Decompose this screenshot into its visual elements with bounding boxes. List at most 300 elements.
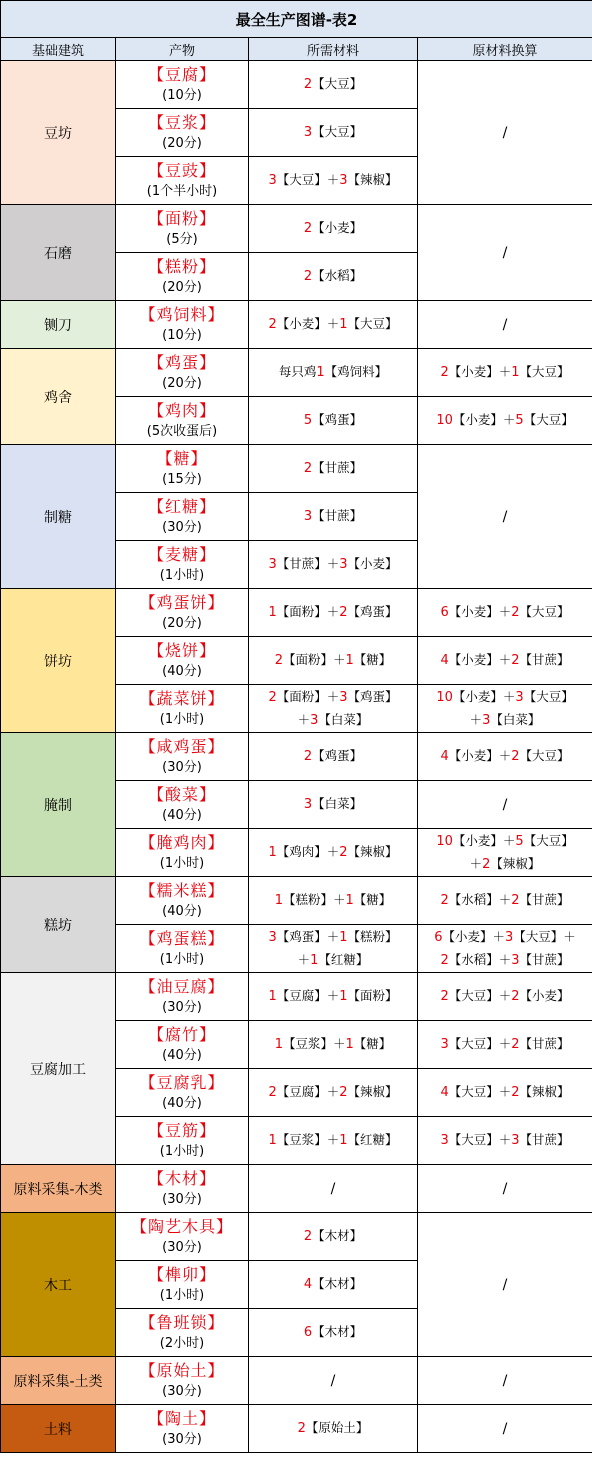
product-name: 【豆浆】 [147,112,216,132]
item-text: 【大豆】 [519,748,570,763]
materials-cell [249,877,418,925]
building-cell: 土料 [1,1405,116,1453]
building-cell: 豆腐加工 [1,973,116,1165]
item-text: 【小麦】＋ [276,316,340,331]
quantity: 3 [440,1037,449,1052]
item-text: 【鸡蛋】 [347,604,398,619]
product-cell [116,301,249,349]
raw-conversion-cell [418,61,592,205]
quantity: 3 [303,509,313,524]
product-name: 【豆豉】 [147,160,216,180]
materials-cell [249,109,418,157]
item-text: 【鸡蛋】 [347,688,398,704]
item-text: 【鸡蛋】 [312,412,363,427]
item-text: 【小麦】＋ [448,748,512,763]
table-row [1,61,592,109]
quantity: 3 [339,557,348,572]
item-text: ＋ [469,855,483,871]
product-name: 【红糖】 [147,496,216,516]
item-text: 每只鸡 [278,364,317,379]
item-text: 【木材】 [312,1276,363,1291]
item-text: 【木材】 [312,1228,363,1243]
product-name: 【糖】 [156,448,208,468]
item-text: 【小麦】＋ [442,928,506,944]
item-text: 【大豆】 [519,604,570,619]
quantity: 10 [436,833,453,849]
item-text: 【糖】 [353,652,392,667]
quantity: 2 [339,845,348,860]
product-time: (30分) [162,1191,202,1207]
item-text: 【鸡蛋】＋ [276,928,340,944]
materials-cell [249,493,418,541]
product-time: (1小时) [159,567,205,583]
building-cell: 原料采集-木类 [1,1165,116,1213]
materials-cell [249,589,418,637]
empty-mark: / [502,1180,508,1197]
table-body [1,61,592,1453]
item-text: 【糕粉】＋ [282,892,346,907]
quantity: 3 [268,557,277,572]
product-time: (30分) [162,1431,202,1447]
quantity: 2 [511,605,520,620]
quantity: 3 [482,712,491,728]
item-text: ＋ [469,711,483,727]
quantity: 2 [268,1085,277,1100]
item-text: 【辣椒】 [347,1084,398,1099]
materials-cell [249,253,418,301]
quantity: 3 [310,712,319,728]
product-name: 【豆筋】 [147,1120,216,1140]
product-cell [116,349,249,397]
quantity: 3 [303,797,313,812]
quantity: 2 [511,1085,520,1100]
product-name: 【陶艺木具】 [130,1216,233,1236]
quantity: 1 [339,1133,348,1148]
materials-cell [249,1261,418,1309]
quantity: 1 [339,929,348,945]
product-cell [116,1309,249,1357]
empty-mark: / [502,796,508,813]
item-text: ＋ [297,951,311,967]
building-cell: 腌制 [1,733,116,877]
raw-conversion-cell [418,733,592,781]
empty-mark: / [502,508,508,525]
raw-conversion-cell [418,589,592,637]
item-text: 【甘蔗】 [519,1036,570,1051]
item-text: 【大豆】 [523,412,574,427]
item-text: 【辣椒】 [347,172,398,187]
item-text: 【糕粉】 [347,928,398,944]
quantity: 2 [440,893,449,908]
quantity: 2 [511,893,520,908]
quantity: 1 [268,989,277,1004]
item-text: 【大豆】＋ [513,928,576,944]
quantity: 2 [511,989,520,1004]
raw-conversion-cell [418,1165,592,1213]
table-row [1,349,592,397]
product-time: (1小时) [159,1287,205,1303]
product-cell [116,541,249,589]
item-text: 【面粉】＋ [276,604,340,619]
quantity: 1 [339,317,348,332]
materials-cell [249,1213,418,1261]
quantity: 2 [274,653,283,668]
item-text: 【大豆】 [519,364,570,379]
item-text: 【小麦】 [312,220,363,235]
product-time: (30分) [162,519,202,535]
product-cell [116,1069,249,1117]
quantity: 3 [511,1133,520,1148]
building-cell: 豆坊 [1,61,116,205]
materials-cell [249,1165,418,1213]
item-text: 【面粉】 [347,988,398,1003]
product-name: 【面粉】 [147,208,216,228]
materials-cell [249,829,418,877]
product-time: (40分) [162,807,202,823]
product-name: 【鸡饲料】 [139,304,225,324]
quantity: 4 [440,653,449,668]
item-text: 【白菜】 [490,711,541,727]
materials-cell [249,925,418,973]
quantity: 2 [303,77,313,92]
product-time: (30分) [162,759,202,775]
quantity: 1 [310,952,319,968]
empty-mark: / [502,1276,508,1293]
product-cell [116,685,249,733]
product-cell [116,877,249,925]
product-cell [116,1357,249,1405]
product-name: 【鸡蛋】 [147,352,216,372]
header-raw-conversion: 原材料换算 [418,38,592,61]
item-text: 【甘蔗】＋ [276,556,340,571]
product-name: 【酸菜】 [147,784,216,804]
raw-conversion-cell [418,1117,592,1165]
raw-conversion-cell [418,829,592,877]
item-text: 【小麦】 [347,556,398,571]
product-cell [116,445,249,493]
quantity: 3 [440,1133,449,1148]
materials-cell [249,685,418,733]
item-text: 【面粉】＋ [276,688,340,704]
item-text: 【大豆】＋ [448,988,512,1003]
product-name: 【麦糖】 [147,544,216,564]
raw-conversion-cell [418,1069,592,1117]
quantity: 2 [268,317,277,332]
item-text: 【水稻】 [312,268,363,283]
quantity: 2 [268,689,277,705]
item-text: 【大豆】＋ [448,1036,512,1051]
item-text: 【面粉】＋ [282,652,346,667]
item-text: 【红糖】 [318,951,369,967]
building-cell: 糕坊 [1,877,116,973]
product-cell [116,1165,249,1213]
product-name: 【豆腐】 [147,64,216,84]
quantity: 1 [345,893,354,908]
product-time: (30分) [162,1239,202,1255]
quantity: 3 [303,125,313,140]
product-name: 【蔬菜饼】 [139,688,225,708]
item-text: 【豆浆】＋ [276,1132,340,1147]
product-name: 【咸鸡蛋】 [139,736,225,756]
product-time: (10分) [162,87,202,103]
table-row [1,589,592,637]
quantity: 3 [515,689,524,705]
product-time: (1小时) [159,951,205,967]
quantity: 3 [339,173,348,188]
quantity: 1 [268,845,277,860]
table-row [1,205,592,253]
table-title: 最全生产图谱-表2 [1,1,592,38]
building-cell: 木工 [1,1213,116,1357]
quantity: 2 [440,989,449,1004]
product-cell [116,733,249,781]
product-name: 【木材】 [147,1168,216,1188]
quantity: 2 [440,365,449,380]
product-cell [116,493,249,541]
empty-mark: / [502,1372,508,1389]
quantity: 1 [511,365,520,380]
empty-mark: / [502,316,508,333]
product-name: 【豆腐乳】 [139,1072,225,1092]
quantity: 2 [297,1421,306,1436]
quantity: 3 [339,689,348,705]
item-text: 【红糖】 [347,1132,398,1147]
table-row [1,733,592,781]
product-cell [116,973,249,1021]
table-row [1,445,592,493]
product-cell [116,1021,249,1069]
materials-cell [249,157,418,205]
raw-conversion-cell [418,1021,592,1069]
quantity: 1 [345,653,354,668]
item-text: 【辣椒】 [519,1084,570,1099]
materials-cell [249,1021,418,1069]
quantity: 1 [268,605,277,620]
table-row [1,301,592,349]
materials-cell [249,1405,418,1453]
item-text: 【甘蔗】 [312,460,363,475]
item-text: 【豆腐】＋ [276,988,340,1003]
product-time: (10分) [162,327,202,343]
item-text: 【大豆】＋ [276,172,340,187]
item-text: ＋ [297,711,311,727]
table-row [1,1165,592,1213]
building-cell: 原料采集-土类 [1,1357,116,1405]
empty-mark: / [502,244,508,261]
item-text: 【白菜】 [312,796,363,811]
item-text: 【原始土】 [305,1420,369,1435]
item-text: 【大豆】 [523,688,574,704]
header-product: 产物 [116,38,249,61]
materials-cell [249,61,418,109]
product-cell [116,109,249,157]
raw-conversion-cell [418,205,592,301]
quantity: 6 [434,929,443,945]
product-time: (20分) [162,375,202,391]
raw-conversion-cell [418,397,592,445]
quantity: 1 [274,893,283,908]
product-cell [116,157,249,205]
item-text: 【大豆】＋ [448,1132,512,1147]
item-text: 【小麦】 [519,988,570,1003]
item-text: 【辣椒】 [490,855,541,871]
empty-mark: / [330,1372,336,1389]
materials-cell [249,1357,418,1405]
header-materials: 所需材料 [249,38,418,61]
product-cell [116,829,249,877]
item-text: 【豆腐】＋ [276,1084,340,1099]
building-cell: 饼坊 [1,589,116,733]
item-text: 【大豆】 [523,832,574,848]
quantity: 6 [303,1325,313,1340]
quantity: 3 [268,929,277,945]
product-cell [116,205,249,253]
product-cell [116,1405,249,1453]
quantity: 2 [339,605,348,620]
item-text: 【甘蔗】 [519,951,570,967]
product-time: (1小时) [159,1143,205,1159]
empty-mark: / [330,1180,336,1197]
materials-cell [249,301,418,349]
raw-conversion-cell [418,877,592,925]
product-cell [116,61,249,109]
product-cell [116,781,249,829]
table-row [1,877,592,925]
quantity: 5 [303,413,313,428]
building-cell: 鸡舍 [1,349,116,445]
product-name: 【原始土】 [139,1360,225,1380]
item-text: 【大豆】 [347,316,398,331]
table-row [1,1213,592,1261]
materials-cell [249,781,418,829]
item-text: 【小麦】＋ [452,412,516,427]
product-name: 【陶土】 [147,1408,216,1428]
item-text: 【甘蔗】 [519,892,570,907]
building-cell: 铡刀 [1,301,116,349]
materials-cell [249,973,418,1021]
item-text: 【糖】 [353,892,392,907]
quantity: 2 [339,1085,348,1100]
item-text: 【甘蔗】 [312,508,363,523]
quantity: 2 [440,952,449,968]
quantity: 5 [515,413,524,428]
materials-cell [249,445,418,493]
product-name: 【烧饼】 [147,640,216,660]
item-text: 【小麦】＋ [448,364,512,379]
raw-conversion-cell [418,637,592,685]
materials-cell [249,1069,418,1117]
item-text: 【小麦】＋ [452,832,516,848]
materials-cell [249,1117,418,1165]
empty-mark: / [502,1420,508,1437]
item-text: 【小麦】＋ [448,652,512,667]
raw-conversion-cell [418,781,592,829]
quantity: 4 [440,749,449,764]
product-time: (20分) [162,279,202,295]
product-time: (2小时) [159,1335,205,1351]
quantity: 2 [511,1037,520,1052]
table-row [1,1357,592,1405]
item-text: 【大豆】＋ [448,1084,512,1099]
materials-cell [249,1309,418,1357]
product-time: (1个半小时) [146,183,218,199]
empty-mark: / [502,124,508,141]
product-name: 【鸡蛋糕】 [139,928,225,948]
quantity: 3 [268,173,277,188]
quantity: 3 [511,952,520,968]
quantity: 10 [436,689,453,705]
raw-conversion-cell [418,973,592,1021]
building-cell: 石磨 [1,205,116,301]
product-time: (5次收蛋后) [146,423,218,439]
product-time: (40分) [162,1095,202,1111]
item-text: 【甘蔗】 [519,1132,570,1147]
item-text: 【水稻】＋ [448,892,512,907]
header-building: 基础建筑 [1,38,116,61]
quantity: 2 [511,653,520,668]
product-time: (40分) [162,903,202,919]
product-time: (1小时) [159,855,205,871]
raw-conversion-cell [418,349,592,397]
product-cell [116,589,249,637]
table-row [1,1405,592,1453]
product-cell [116,397,249,445]
item-text: 【水稻】＋ [448,951,512,967]
product-time: (40分) [162,663,202,679]
item-text: 【大豆】 [312,124,363,139]
product-cell [116,253,249,301]
product-cell [116,1213,249,1261]
quantity: 4 [303,1277,313,1292]
product-cell [116,637,249,685]
quantity: 1 [339,989,348,1004]
quantity: 2 [303,749,313,764]
building-cell: 制糖 [1,445,116,589]
product-time: (5分) [166,231,198,247]
product-name: 【腐竹】 [147,1024,216,1044]
product-name: 【鸡蛋饼】 [139,592,225,612]
quantity: 1 [316,365,325,380]
item-text: 【辣椒】 [347,844,398,859]
product-cell [116,925,249,973]
quantity: 2 [303,461,313,476]
item-text: 【小麦】＋ [448,604,512,619]
quantity: 1 [268,1133,277,1148]
item-text: 【白菜】 [318,711,369,727]
item-text: 【甘蔗】 [519,652,570,667]
quantity: 10 [436,413,453,428]
product-name: 【油豆腐】 [139,976,225,996]
product-name: 【糯米糕】 [139,880,225,900]
product-time: (30分) [162,999,202,1015]
product-name: 【鸡肉】 [147,400,216,420]
quantity: 2 [303,1229,313,1244]
item-text: 【鸡肉】＋ [276,844,340,859]
raw-conversion-cell [418,445,592,589]
table-row [1,973,592,1021]
product-time: (1小时) [159,711,205,727]
quantity: 2 [303,221,313,236]
raw-conversion-cell [418,1357,592,1405]
item-text: 【木材】 [312,1324,363,1339]
materials-cell [249,541,418,589]
item-text: 【豆浆】＋ [282,1036,346,1051]
item-text: 【糖】 [353,1036,392,1051]
product-cell [116,1117,249,1165]
quantity: 2 [511,749,520,764]
item-text: 【小麦】＋ [452,688,516,704]
materials-cell [249,637,418,685]
